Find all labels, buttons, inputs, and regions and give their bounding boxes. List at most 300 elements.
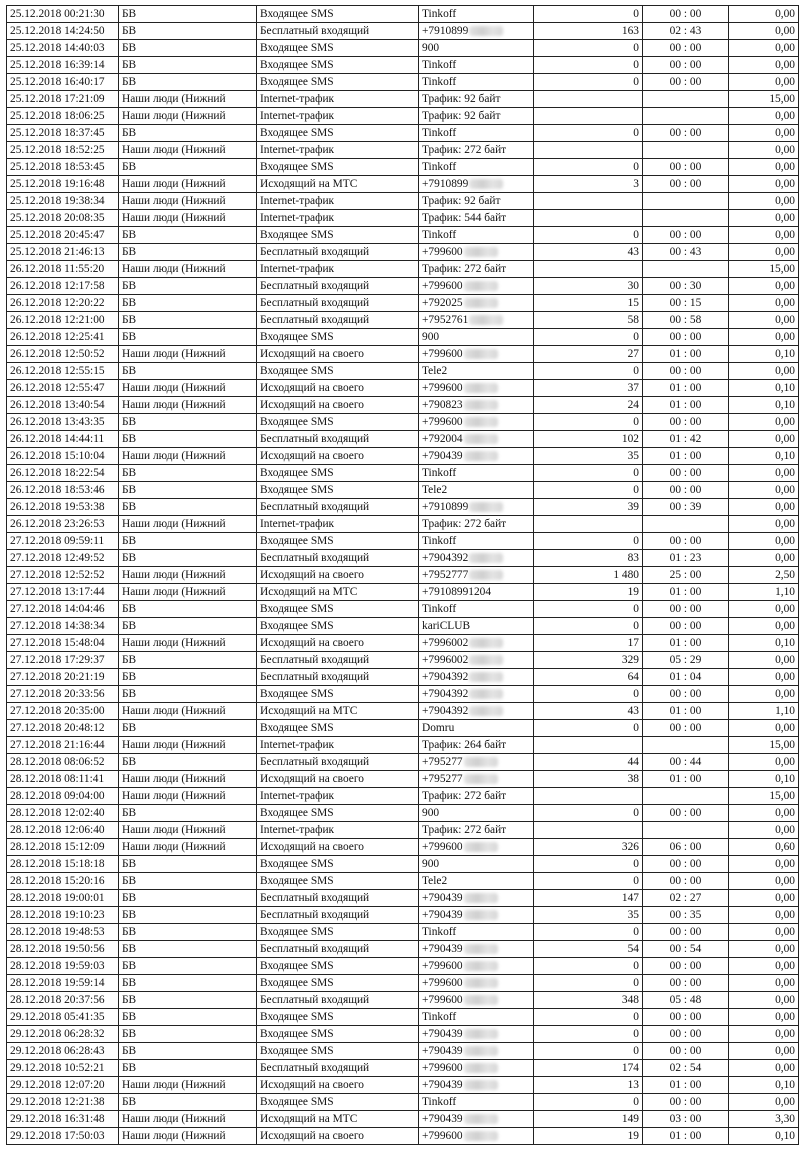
cost-cell — [729, 533, 799, 550]
network-cell — [119, 295, 257, 312]
datetime-text: 27.12.2018 17:29:37 — [10, 653, 105, 666]
units-cell — [534, 856, 643, 873]
network-cell — [119, 125, 257, 142]
number-cell — [419, 346, 534, 363]
table-row — [7, 482, 799, 499]
units-cell — [534, 414, 643, 431]
duration-cell — [643, 329, 729, 346]
datetime-text: 28.12.2018 12:06:40 — [10, 823, 105, 836]
number-text: Tele2 — [422, 874, 448, 887]
service-cell — [257, 1128, 419, 1145]
duration-cell — [643, 465, 729, 482]
cost-cell — [729, 414, 799, 431]
table-row — [7, 635, 799, 652]
datetime-cell — [7, 703, 119, 720]
service-text: Бесплатный входящий — [260, 993, 370, 1006]
datetime-text: 25.12.2018 14:24:50 — [10, 24, 105, 37]
network-cell — [119, 176, 257, 193]
datetime-cell — [7, 465, 119, 482]
network-cell — [119, 465, 257, 482]
cost-cell — [729, 788, 799, 805]
units-cell — [534, 567, 643, 584]
duration-cell — [643, 601, 729, 618]
cost-cell — [729, 907, 799, 924]
units-text: 0 — [633, 857, 639, 870]
duration-cell — [643, 805, 729, 822]
units-text: 24 — [627, 398, 639, 411]
datetime-text: 27.12.2018 20:48:12 — [10, 721, 105, 734]
network-text: БВ — [122, 313, 137, 326]
datetime-cell — [7, 125, 119, 142]
service-text: Бесплатный входящий — [260, 296, 370, 309]
number-cell — [419, 737, 534, 754]
number-cell — [419, 1111, 534, 1128]
units-text: 30 — [627, 279, 639, 292]
service-text: Входящее SMS — [260, 58, 334, 71]
network-cell — [119, 159, 257, 176]
duration-text: 01 : 00 — [669, 636, 702, 649]
table-row — [7, 652, 799, 669]
network-text: БВ — [122, 483, 137, 496]
network-cell — [119, 788, 257, 805]
service-cell — [257, 720, 419, 737]
datetime-text: 25.12.2018 20:08:35 — [10, 211, 105, 224]
service-cell — [257, 618, 419, 635]
number-text: +799600 — [422, 245, 463, 258]
cost-cell — [729, 278, 799, 295]
table-row — [7, 703, 799, 720]
units-text: 0 — [633, 534, 639, 547]
cost-cell — [729, 431, 799, 448]
table-row — [7, 788, 799, 805]
datetime-cell — [7, 142, 119, 159]
cost-text: 0,00 — [775, 959, 795, 972]
datetime-text: 28.12.2018 08:06:52 — [10, 755, 105, 768]
datetime-text: 28.12.2018 19:10:23 — [10, 908, 105, 921]
network-text: БВ — [122, 466, 137, 479]
cost-cell — [729, 958, 799, 975]
cost-text: 0,10 — [775, 636, 795, 649]
cost-cell — [729, 822, 799, 839]
network-text: Наши люди (Нижний — [122, 568, 226, 581]
datetime-cell — [7, 822, 119, 839]
number-cell — [419, 618, 534, 635]
service-cell — [257, 975, 419, 992]
units-cell — [534, 618, 643, 635]
duration-cell — [643, 907, 729, 924]
duration-cell — [643, 975, 729, 992]
network-text: БВ — [122, 959, 137, 972]
number-text: +7910899 — [422, 177, 469, 190]
table-row — [7, 210, 799, 227]
duration-cell — [643, 822, 729, 839]
number-cell — [419, 380, 534, 397]
datetime-cell — [7, 40, 119, 57]
datetime-cell — [7, 193, 119, 210]
table-row — [7, 907, 799, 924]
number-text: +790823 — [422, 398, 463, 411]
network-cell — [119, 771, 257, 788]
network-cell — [119, 533, 257, 550]
number-text: Tinkoff — [422, 75, 457, 88]
units-text: 0 — [633, 1095, 639, 1108]
number-text: +799600 — [422, 415, 463, 428]
cost-cell — [729, 1060, 799, 1077]
datetime-text: 25.12.2018 21:46:13 — [10, 245, 105, 258]
duration-cell — [643, 924, 729, 941]
duration-text: 01 : 00 — [669, 449, 702, 462]
service-text: Исходящий на МТС — [260, 177, 358, 190]
table-row — [7, 465, 799, 482]
number-cell — [419, 992, 534, 1009]
datetime-cell — [7, 397, 119, 414]
redacted-digits — [469, 553, 503, 563]
units-text: 149 — [621, 1112, 639, 1125]
duration-text: 00 : 00 — [669, 959, 702, 972]
datetime-cell — [7, 6, 119, 23]
table-row — [7, 244, 799, 261]
service-cell — [257, 363, 419, 380]
table-row — [7, 618, 799, 635]
number-text: Tinkoff — [422, 58, 457, 71]
service-cell — [257, 108, 419, 125]
cost-text: 3,30 — [775, 1112, 795, 1125]
datetime-text: 26.12.2018 13:40:54 — [10, 398, 105, 411]
duration-text: 00 : 54 — [669, 942, 702, 955]
network-text: БВ — [122, 126, 137, 139]
service-cell — [257, 431, 419, 448]
units-text: 15 — [627, 296, 639, 309]
units-cell — [534, 516, 643, 533]
duration-cell — [643, 380, 729, 397]
network-cell — [119, 1128, 257, 1145]
service-cell — [257, 465, 419, 482]
cost-cell — [729, 941, 799, 958]
number-cell — [419, 244, 534, 261]
network-text: Наши люди (Нижний — [122, 92, 226, 105]
datetime-cell — [7, 516, 119, 533]
number-cell — [419, 1060, 534, 1077]
number-text: Tinkoff — [422, 534, 457, 547]
datetime-text: 25.12.2018 16:40:17 — [10, 75, 105, 88]
network-cell — [119, 91, 257, 108]
duration-text: 01 : 00 — [669, 381, 702, 394]
service-text: Бесплатный входящий — [260, 313, 370, 326]
service-text: Входящее SMS — [260, 806, 334, 819]
table-row — [7, 771, 799, 788]
service-text: Входящее SMS — [260, 687, 334, 700]
service-cell — [257, 771, 419, 788]
cost-text: 0,00 — [775, 194, 795, 207]
network-cell — [119, 873, 257, 890]
network-cell — [119, 822, 257, 839]
duration-text: 00 : 00 — [669, 619, 702, 632]
number-cell — [419, 550, 534, 567]
units-cell — [534, 992, 643, 1009]
network-cell — [119, 550, 257, 567]
datetime-text: 27.12.2018 20:33:56 — [10, 687, 105, 700]
cost-text: 0,00 — [775, 653, 795, 666]
redacted-digits — [469, 570, 503, 580]
network-cell — [119, 941, 257, 958]
redacted-digits — [464, 757, 498, 767]
service-cell — [257, 482, 419, 499]
service-cell — [257, 635, 419, 652]
datetime-text: 25.12.2018 18:52:25 — [10, 143, 105, 156]
service-cell — [257, 295, 419, 312]
redacted-digits — [464, 978, 498, 988]
service-text: Internet-трафик — [260, 109, 335, 122]
units-cell — [534, 312, 643, 329]
units-cell — [534, 40, 643, 57]
duration-text: 01 : 42 — [669, 432, 702, 445]
cost-text: 0,00 — [775, 1095, 795, 1108]
cost-cell — [729, 295, 799, 312]
cost-text: 0,10 — [775, 449, 795, 462]
duration-cell — [643, 567, 729, 584]
service-cell — [257, 873, 419, 890]
number-text: Трафик: 272 байт — [422, 517, 507, 530]
number-cell — [419, 210, 534, 227]
redacted-digits — [464, 944, 498, 954]
duration-text: 01 : 00 — [669, 398, 702, 411]
units-cell — [534, 448, 643, 465]
datetime-text: 27.12.2018 09:59:11 — [10, 534, 105, 547]
network-text: Наши люди (Нижний — [122, 738, 226, 751]
table-row — [7, 1128, 799, 1145]
datetime-cell — [7, 295, 119, 312]
number-cell — [419, 23, 534, 40]
network-text: Наши люди (Нижний — [122, 1129, 226, 1142]
service-text: Бесплатный входящий — [260, 500, 370, 513]
service-cell — [257, 822, 419, 839]
network-cell — [119, 958, 257, 975]
units-cell — [534, 431, 643, 448]
units-cell — [534, 261, 643, 278]
network-cell — [119, 312, 257, 329]
cost-cell — [729, 40, 799, 57]
datetime-text: 27.12.2018 20:21:19 — [10, 670, 105, 683]
cost-text: 0,10 — [775, 772, 795, 785]
datetime-cell — [7, 839, 119, 856]
datetime-cell — [7, 567, 119, 584]
units-cell — [534, 890, 643, 907]
number-cell — [419, 890, 534, 907]
cost-cell — [729, 771, 799, 788]
duration-cell — [643, 40, 729, 57]
number-cell — [419, 907, 534, 924]
duration-cell — [643, 448, 729, 465]
units-text: 348 — [621, 993, 639, 1006]
datetime-cell — [7, 414, 119, 431]
units-cell — [534, 737, 643, 754]
datetime-cell — [7, 635, 119, 652]
cost-text: 0,00 — [775, 228, 795, 241]
cost-cell — [729, 6, 799, 23]
duration-text: 00 : 00 — [669, 602, 702, 615]
cost-cell — [729, 567, 799, 584]
service-text: Входящее SMS — [260, 874, 334, 887]
units-text: 83 — [627, 551, 639, 564]
cost-text: 0,10 — [775, 1129, 795, 1142]
units-text: 38 — [627, 772, 639, 785]
duration-cell — [643, 499, 729, 516]
cost-text: 0,00 — [775, 160, 795, 173]
redacted-digits — [464, 893, 498, 903]
units-cell — [534, 1043, 643, 1060]
number-text: +7910899 — [422, 24, 469, 37]
number-text: Трафик: 272 байт — [422, 143, 507, 156]
number-text: Tinkoff — [422, 925, 457, 938]
datetime-cell — [7, 907, 119, 924]
network-cell — [119, 193, 257, 210]
network-cell — [119, 414, 257, 431]
service-cell — [257, 958, 419, 975]
table-body — [7, 6, 799, 1145]
datetime-text: 25.12.2018 18:53:45 — [10, 160, 105, 173]
duration-text: 00 : 00 — [669, 721, 702, 734]
network-cell — [119, 856, 257, 873]
cost-text: 0,00 — [775, 993, 795, 1006]
number-cell — [419, 312, 534, 329]
table-row — [7, 295, 799, 312]
duration-text: 00 : 43 — [669, 245, 702, 258]
cost-cell — [729, 482, 799, 499]
datetime-cell — [7, 312, 119, 329]
cost-cell — [729, 125, 799, 142]
network-text: БВ — [122, 993, 137, 1006]
network-cell — [119, 40, 257, 57]
cost-cell — [729, 244, 799, 261]
datetime-text: 28.12.2018 20:37:56 — [10, 993, 105, 1006]
service-text: Входящее SMS — [260, 7, 334, 20]
units-cell — [534, 227, 643, 244]
table-row — [7, 142, 799, 159]
number-cell — [419, 839, 534, 856]
table-row — [7, 1043, 799, 1060]
datetime-text: 25.12.2018 17:21:09 — [10, 92, 105, 105]
duration-cell — [643, 873, 729, 890]
cost-text: 0,00 — [775, 58, 795, 71]
number-cell — [419, 601, 534, 618]
duration-text: 00 : 00 — [669, 1010, 702, 1023]
network-cell — [119, 924, 257, 941]
duration-cell — [643, 23, 729, 40]
redacted-digits — [464, 349, 498, 359]
cost-text: 0,10 — [775, 398, 795, 411]
duration-cell — [643, 1009, 729, 1026]
table-row — [7, 159, 799, 176]
number-text: +7996002 — [422, 653, 469, 666]
units-cell — [534, 1026, 643, 1043]
table-row — [7, 261, 799, 278]
duration-cell — [643, 652, 729, 669]
service-cell — [257, 6, 419, 23]
table-row — [7, 414, 799, 431]
units-text: 0 — [633, 959, 639, 972]
cost-text: 0,00 — [775, 976, 795, 989]
network-text: Наши люди (Нижний — [122, 1078, 226, 1091]
duration-text: 00 : 00 — [669, 160, 702, 173]
number-cell — [419, 91, 534, 108]
cost-cell — [729, 261, 799, 278]
cost-text: 0,60 — [775, 840, 795, 853]
units-text: 3 — [633, 177, 639, 190]
redacted-digits — [464, 434, 498, 444]
duration-text: 00 : 00 — [669, 364, 702, 377]
service-cell — [257, 227, 419, 244]
cost-text: 0,00 — [775, 551, 795, 564]
datetime-cell — [7, 482, 119, 499]
units-text: 0 — [633, 126, 639, 139]
datetime-cell — [7, 363, 119, 380]
cost-cell — [729, 635, 799, 652]
service-text: Входящее SMS — [260, 721, 334, 734]
units-text: 0 — [633, 687, 639, 700]
cost-text: 0,00 — [775, 109, 795, 122]
number-text: +7910899 — [422, 500, 469, 513]
network-text: БВ — [122, 500, 137, 513]
datetime-text: 25.12.2018 18:37:45 — [10, 126, 105, 139]
service-text: Бесплатный входящий — [260, 279, 370, 292]
service-cell — [257, 329, 419, 346]
duration-cell — [643, 108, 729, 125]
units-cell — [534, 975, 643, 992]
network-cell — [119, 244, 257, 261]
number-cell — [419, 958, 534, 975]
network-text: БВ — [122, 75, 137, 88]
network-cell — [119, 686, 257, 703]
table-row — [7, 584, 799, 601]
cost-cell — [729, 227, 799, 244]
cost-cell — [729, 1009, 799, 1026]
units-text: 0 — [633, 466, 639, 479]
units-text: 39 — [627, 500, 639, 513]
redacted-digits — [464, 1114, 498, 1124]
datetime-cell — [7, 74, 119, 91]
duration-text: 01 : 00 — [669, 1129, 702, 1142]
datetime-text: 28.12.2018 19:48:53 — [10, 925, 105, 938]
datetime-cell — [7, 1026, 119, 1043]
network-cell — [119, 975, 257, 992]
datetime-cell — [7, 108, 119, 125]
network-text: Наши люди (Нижний — [122, 704, 226, 717]
network-text: БВ — [122, 1027, 137, 1040]
cost-cell — [729, 176, 799, 193]
duration-cell — [643, 159, 729, 176]
table-row — [7, 227, 799, 244]
cost-text: 0,00 — [775, 1044, 795, 1057]
datetime-cell — [7, 499, 119, 516]
cost-cell — [729, 992, 799, 1009]
network-text: Наши люди (Нижний — [122, 211, 226, 224]
number-text: +792004 — [422, 432, 463, 445]
units-cell — [534, 346, 643, 363]
duration-cell — [643, 771, 729, 788]
cost-text: 0,00 — [775, 500, 795, 513]
duration-cell — [643, 312, 729, 329]
redacted-digits — [469, 179, 503, 189]
duration-text: 00 : 00 — [669, 228, 702, 241]
datetime-cell — [7, 1060, 119, 1077]
cost-cell — [729, 924, 799, 941]
duration-text: 00 : 00 — [669, 976, 702, 989]
duration-text: 01 : 04 — [669, 670, 702, 683]
service-text: Исходящий на своего — [260, 1129, 364, 1142]
cost-cell — [729, 91, 799, 108]
datetime-text: 28.12.2018 15:18:18 — [10, 857, 105, 870]
network-text: БВ — [122, 925, 137, 938]
